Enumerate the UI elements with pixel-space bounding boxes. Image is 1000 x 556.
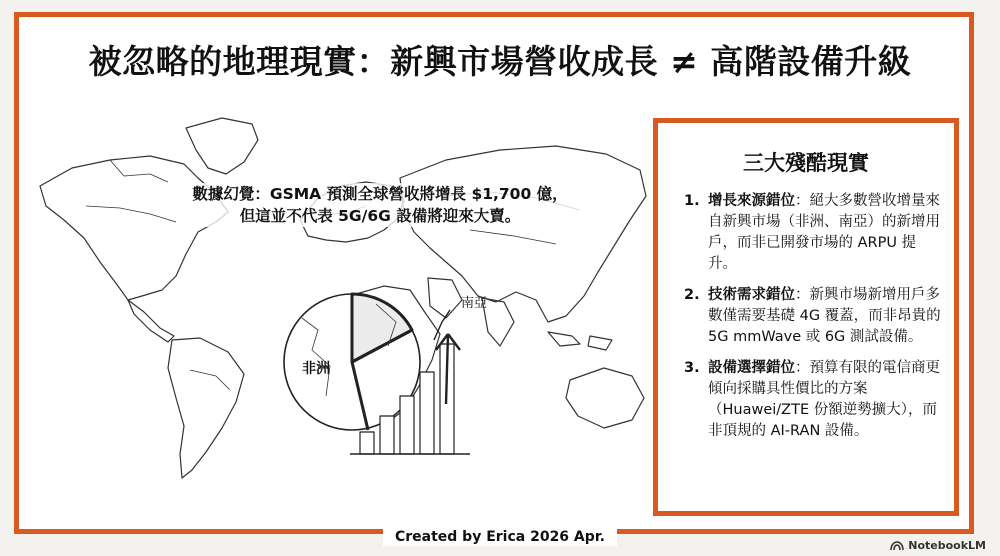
brand-watermark <box>890 539 986 552</box>
realities-panel <box>653 118 959 516</box>
growth-bar <box>360 432 374 454</box>
item-number: 1. <box>684 193 700 209</box>
callout-line-2: 但這並不代表 5G/6G 設備將迎來大賣。 <box>239 207 521 225</box>
southeast-asia-islands <box>548 332 612 350</box>
label-africa: 非洲 <box>302 361 330 377</box>
arabia-outline <box>428 278 462 318</box>
asia-outline <box>400 146 646 322</box>
greenland-outline <box>186 118 258 174</box>
brand-name: NotebookLM <box>908 539 986 552</box>
item-body: ：絕大多數營收增量來自新興市場（非洲、南亞）的新增用戶，而非已開發市場的 ARPU 提升。 <box>708 193 940 272</box>
panel-title: 三大殘酷現實 <box>743 151 869 175</box>
reality-item-2 <box>684 285 942 348</box>
item-number: 2. <box>684 287 700 303</box>
label-south-asia: 南亞 <box>461 296 488 311</box>
item-number: 3. <box>684 360 700 376</box>
growth-bar <box>400 396 414 454</box>
south-america-outline <box>168 338 244 478</box>
footer-credit <box>0 526 1000 546</box>
item-heading: 設備選擇錯位 <box>708 360 795 376</box>
growth-bar <box>380 416 394 454</box>
central-america-outline <box>128 300 174 342</box>
data-illusion-callout <box>180 183 580 227</box>
reality-item-3 <box>684 358 942 442</box>
item-heading: 增長來源錯位 <box>708 193 795 209</box>
north-america-outline <box>40 156 228 300</box>
item-body: ：新興市場新增用戶多數僅需要基礎 4G 覆蓋，而非昂貴的 5G mmWave 或 6G 測試設備。 <box>708 287 941 345</box>
item-heading: 技術需求錯位 <box>708 287 795 303</box>
credit-text: Created by Erica 2026 Apr. <box>383 528 617 546</box>
item-body: ：預算有限的電信商更傾向採購具性價比的方案（Huawei/ZTE 份額逆勢擴大），而非頂規的 AI-RAN 設備。 <box>708 360 940 439</box>
notebooklm-icon <box>890 541 904 551</box>
slide-title: 被忽略的地理現實：新興市場營收成長 ≠ 高階設備升級 <box>88 42 912 81</box>
australia-outline <box>566 368 644 428</box>
reality-item-1 <box>684 191 942 275</box>
callout-line-1: 數據幻覺：GSMA 預測全球營收將增長 $1,700 億， <box>192 185 568 203</box>
growth-bar <box>420 372 434 454</box>
